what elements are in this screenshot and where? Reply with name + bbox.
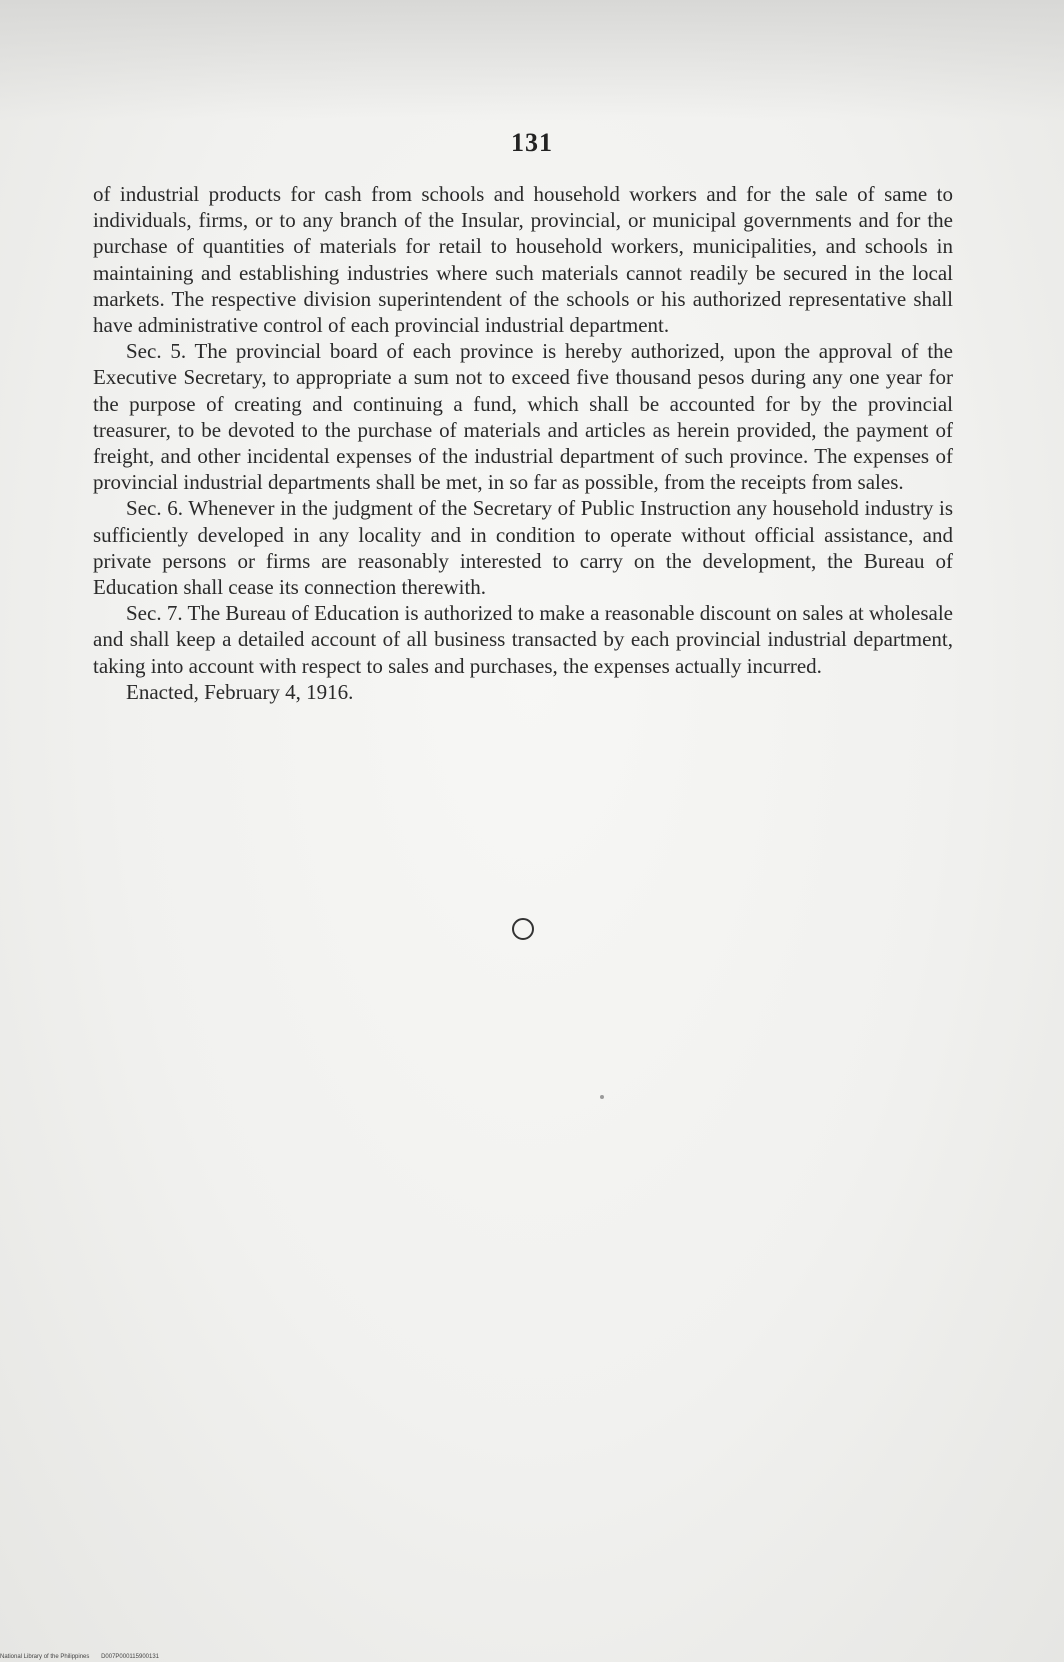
end-circle-mark <box>512 918 534 940</box>
scan-shading <box>0 0 1064 120</box>
enacted-date: Enacted, February 4, 1916. <box>126 679 354 704</box>
scan-footer <box>0 1654 169 1660</box>
page-number: 131 <box>511 128 553 157</box>
paragraph-section-6: Sec. 6. Whenever in the judgment of the Secretary of Public Instruction any household industry is sufficiently developed in any locality and in condition to operate without official assistance, and private persons or firms are reasonably interested to carry on the development, the Bureau of Education shall cease its connection therewith. <box>93 496 953 600</box>
scan-speck <box>600 1095 604 1099</box>
paragraph-continuation: of industrial products for cash from schools and household workers and for the sale of same to individuals, firms, or to any branch of the Insular, provincial, or municipal governments and for the purchase of quantities of materials for retail to household workers, municipalities, and schools in maintaining and establishing industries where such materials cannot readily be secured in the local markets. The respective division superintendent of the schools or his authorized representative shall have administrative control of each provincial industrial department. <box>93 182 953 338</box>
document-body <box>93 181 953 705</box>
footer-reference: D007P000115900131 <box>101 1654 160 1660</box>
footer-library: National Library of the Philippines <box>0 1654 90 1660</box>
paragraph-section-7: Sec. 7. The Bureau of Education is authorized to make a reasonable discount on sales at wholesale and shall keep a detailed account of all business transacted by each provincial industrial department, taking into account with respect to sales and purchases, the expenses actually incurred. <box>93 601 953 678</box>
paragraph-section-5: Sec. 5. The provincial board of each province is hereby authorized, upon the approval of the Executive Secretary, to appropriate a sum not to exceed five thousand pesos during any one year for the purpose of creating and continuing a fund, which shall be accounted for by the provincial treasurer, to be devoted to the purchase of materials and articles as herein provided, the payment of freight, and other incidental expenses of the industrial department of such province. The expenses of provincial industrial departments shall be met, in so far as possible, from the receipts from sales. <box>93 339 953 495</box>
